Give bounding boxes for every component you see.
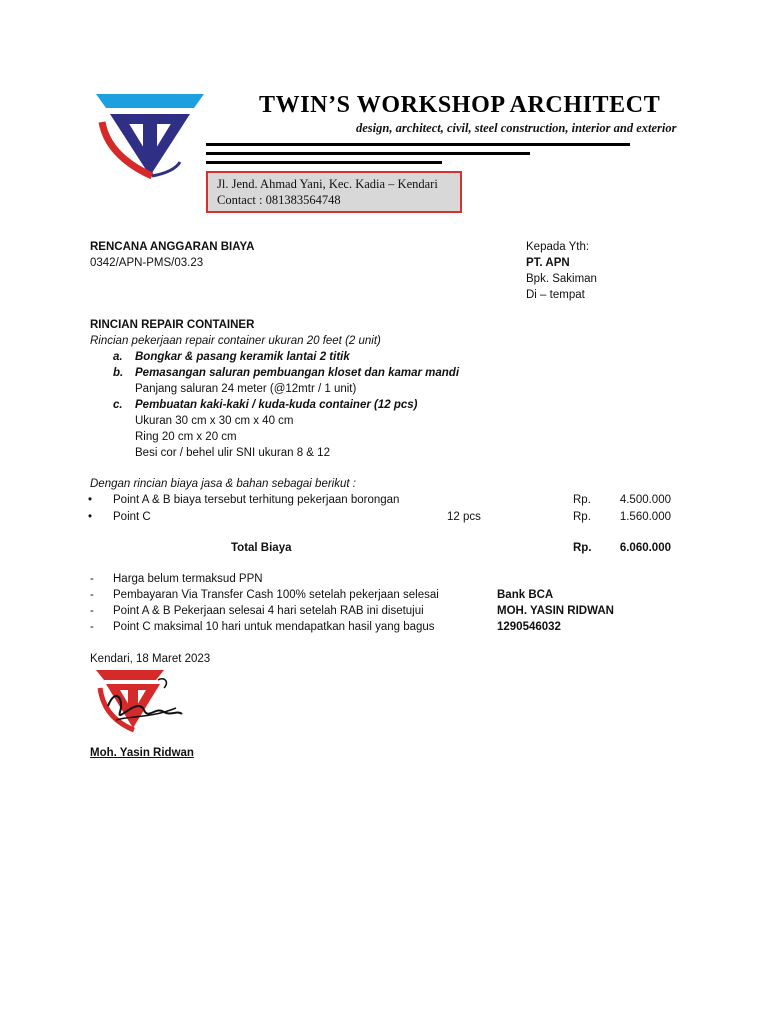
signature-stamp [94, 666, 186, 736]
note-dash: - [90, 573, 94, 585]
total-amount: 6.060.000 [619, 542, 671, 554]
bullet: • [88, 511, 93, 523]
recipient-place: Di – tempat [526, 289, 585, 301]
costs-intro: Dengan rincian biaya jasa & bahan sebagai berikut : [90, 478, 356, 490]
cost-row [88, 509, 92, 525]
contact-line: Contact : 081383564748 [217, 193, 341, 207]
note-text: Point C maksimal 10 hari untuk mendapatkan hasil yang bagus [113, 621, 435, 633]
bank-name: Bank BCA [497, 589, 554, 601]
work-item-c [113, 397, 418, 461]
header-rule-3 [206, 161, 442, 164]
cost-label: Point C [113, 511, 151, 523]
doc-number: 0342/APN-PMS/03.23 [90, 257, 204, 269]
address-box [206, 171, 462, 213]
work-item-b [113, 365, 459, 397]
recipient-person: Bpk. Sakiman [526, 273, 597, 285]
note-dash: - [90, 621, 94, 633]
recipient-block [526, 239, 597, 303]
item-title: Pemasangan saluran pembuangan kloset dan kamar mandi [135, 367, 460, 379]
place-date: Kendari, 18 Maret 2023 [90, 653, 211, 665]
cost-label: Point A & B biaya tersebut terhitung pekerjaan borongan [113, 494, 400, 506]
item-marker: a. [113, 351, 123, 363]
note-text: Point A & B Pekerjaan selesai 4 hari setelah RAB ini disetujui [113, 605, 424, 617]
note-item [90, 619, 439, 635]
cost-currency: Rp. [573, 511, 591, 523]
note-text: Pembayaran Via Transfer Cash 100% setelah pekerjaan selesai [113, 589, 439, 601]
work-item-a [113, 349, 350, 365]
note-text: Harga belum termaksud PPN [113, 573, 263, 585]
total-currency: Rp. [573, 542, 592, 554]
company-logo [94, 92, 206, 180]
note-item [90, 587, 439, 603]
doc-title: RENCANA ANGGARAN BIAYA [90, 241, 255, 253]
address-line: Jl. Jend. Ahmad Yani, Kec. Kadia – Kendari [217, 177, 438, 191]
notes-list [90, 571, 439, 635]
note-item [90, 571, 439, 587]
header-rule-2 [206, 152, 530, 155]
recipient-company: PT. APN [526, 257, 570, 269]
note-item [90, 603, 439, 619]
signer-name: Moh. Yasin Ridwan [90, 747, 194, 759]
item-detail: Ukuran 30 cm x 30 cm x 40 cm [135, 415, 294, 427]
company-name: TWIN’S WORKSHOP ARCHITECT [259, 92, 661, 118]
company-tagline: design, architect, civil, steel construction, interior and exterior [356, 121, 677, 135]
item-detail: Ring 20 cm x 20 cm [135, 431, 237, 443]
bank-block [497, 587, 614, 635]
bank-account: 1290546032 [497, 621, 561, 633]
cost-row [88, 492, 92, 508]
item-detail: Panjang saluran 24 meter (@12mtr / 1 unit) [135, 383, 357, 395]
details-subtitle: Rincian pekerjaan repair container ukuran 20 feet (2 unit) [90, 335, 381, 347]
bullet: • [88, 494, 93, 506]
total-label: Total Biaya [231, 542, 292, 554]
item-title: Bongkar & pasang keramik lantai 2 titik [135, 351, 350, 363]
item-detail: Besi cor / behel ulir SNI ukuran 8 & 12 [135, 447, 330, 459]
header-rule-1 [206, 143, 630, 146]
cost-amount: 1.560.000 [619, 511, 671, 523]
note-dash: - [90, 605, 94, 617]
item-marker: c. [113, 399, 123, 411]
item-marker: b. [113, 367, 124, 379]
details-heading: RINCIAN REPAIR CONTAINER [90, 319, 255, 331]
recipient-greeting: Kepada Yth: [526, 241, 590, 253]
item-title: Pembuatan kaki-kaki / kuda-kuda container (12 pcs) [135, 399, 418, 411]
note-dash: - [90, 589, 94, 601]
bank-holder: MOH. YASIN RIDWAN [497, 605, 614, 617]
cost-amount: 4.500.000 [619, 494, 671, 506]
cost-currency: Rp. [573, 494, 591, 506]
cost-qty: 12 pcs [447, 511, 481, 523]
